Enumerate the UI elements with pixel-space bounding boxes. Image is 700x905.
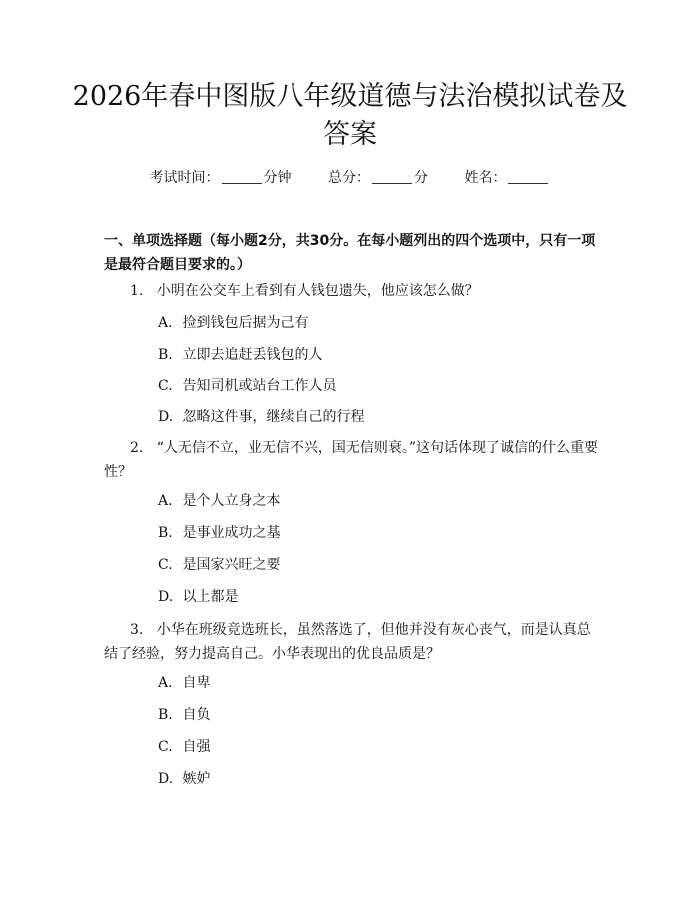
option-letter: C. [158, 378, 173, 394]
option-text: 是个人立身之本 [182, 493, 281, 509]
question-2-number: 2. [130, 440, 144, 456]
question-3-number: 3. [130, 622, 144, 638]
option-text: 是事业成功之基 [182, 525, 281, 541]
student-name-field [464, 170, 550, 186]
student-name-blank[interactable] [508, 169, 548, 184]
exam-time-blank[interactable] [222, 169, 262, 184]
question-3 [104, 618, 602, 666]
question-3-text: 小华在班级竞选班长，虽然落选了，但他并没有灰心丧气，而是认真总结了经验，努力提高自己。小华表现出的优良品质是？ [104, 622, 591, 662]
option-text: 自卑 [182, 675, 211, 691]
option-text: 自强 [182, 739, 211, 755]
exam-title: 2026年春中图版八年级道德与法治模拟试卷及答案 [72, 81, 628, 150]
option-text: 忽略这件事，继续自己的行程 [182, 409, 365, 425]
question-2-option-c [158, 555, 598, 575]
question-2-option-a [158, 491, 598, 511]
question-3-option-d [158, 769, 598, 789]
question-1-option-c [158, 376, 598, 396]
section-heading: 一、单项选择题（每小题2分，共30分。在每小题列出的四个选项中，只有一项是最符合题目要求的。） [104, 233, 596, 273]
option-text: 告知司机或站台工作人员 [182, 378, 337, 394]
option-letter: B. [158, 347, 173, 363]
total-score-label: 总分： [328, 170, 370, 186]
question-3-option-a [158, 673, 598, 693]
option-text: 立即去追赶丢钱包的人 [182, 347, 323, 363]
question-1 [104, 279, 602, 303]
question-1-option-d [158, 407, 598, 427]
option-letter: B. [158, 525, 173, 541]
total-score-field [328, 170, 432, 186]
student-name-label: 姓名： [464, 170, 507, 186]
option-text: 捡到钱包后据为己有 [182, 315, 309, 331]
option-letter: A. [158, 675, 173, 691]
exam-time-label: 考试时间： [149, 170, 220, 186]
exam-info-line [0, 168, 700, 188]
question-3-option-c [158, 737, 598, 757]
option-letter: D. [158, 589, 174, 605]
question-2 [104, 436, 602, 484]
option-letter: B. [158, 707, 173, 723]
option-letter: C. [158, 557, 173, 573]
exam-time-unit: 分钟 [263, 170, 292, 186]
question-2-option-b [158, 523, 598, 543]
total-score-unit: 分 [414, 170, 428, 186]
question-1-text: 小明在公交车上看到有人钱包遗失，他应该怎么做？ [156, 283, 479, 299]
question-1-number: 1. [130, 283, 144, 299]
option-letter: D. [158, 409, 174, 425]
option-letter: A. [158, 493, 173, 509]
option-letter: D. [158, 771, 174, 787]
question-2-option-d [158, 587, 598, 607]
exam-time-field [150, 170, 296, 186]
option-letter: C. [158, 739, 173, 755]
option-text: 以上都是 [182, 589, 239, 605]
option-letter: A. [158, 315, 173, 331]
question-2-text: “人无信不立，业无信不兴，国无信则衰。”这句话体现了诚信的什么重要性？ [104, 440, 599, 480]
option-text: 嫉妒 [182, 771, 211, 787]
question-3-option-b [158, 705, 598, 725]
option-text: 自负 [182, 707, 211, 723]
option-text: 是国家兴旺之要 [182, 557, 281, 573]
question-1-option-b [158, 345, 598, 365]
total-score-blank[interactable] [372, 169, 412, 184]
question-1-option-a [158, 313, 598, 333]
